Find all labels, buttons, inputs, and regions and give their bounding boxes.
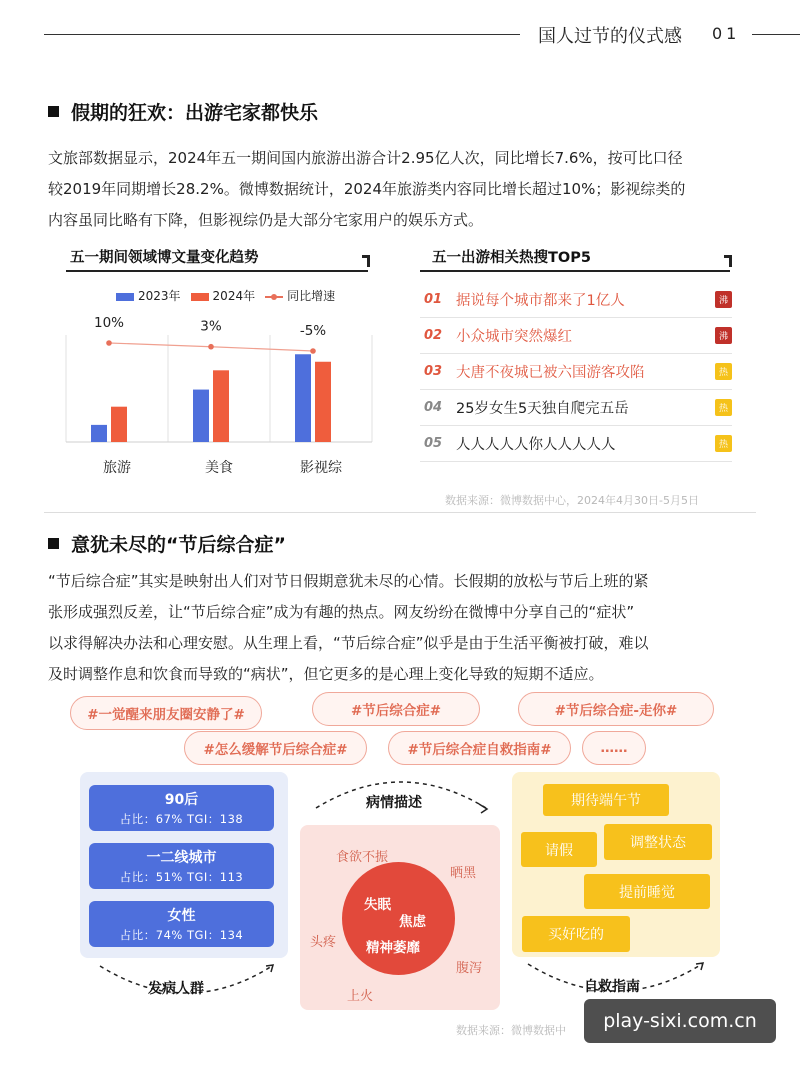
paragraph-line: 以求得解决办法和心理安慰。从生理上看，“节后综合症”似乎是由于生活平衡被打破，难以 xyxy=(48,634,649,652)
guide-item: 调整状态 xyxy=(604,824,712,860)
bar-2024 xyxy=(315,362,331,442)
chart-legend xyxy=(116,287,335,304)
section-1-paragraph xyxy=(48,143,758,236)
guide-item: 提前睡觉 xyxy=(584,874,710,909)
group-card xyxy=(89,901,274,947)
data-source-2: 数据来源：微博数据中 xyxy=(456,1024,566,1037)
group-card-detail: 占比：67% TGI：138 xyxy=(119,812,244,826)
hot-title-underline xyxy=(420,270,730,272)
bar-2023 xyxy=(193,390,209,442)
chart-title: 五一期间领域博文量变化趋势 xyxy=(70,250,259,266)
hot-search-item[interactable] xyxy=(420,282,732,318)
header-rule-left xyxy=(44,34,520,35)
hot-search-item[interactable] xyxy=(420,390,732,426)
group-card xyxy=(89,843,274,889)
hot-badge-icon: 热 xyxy=(715,363,732,380)
x-tick-label: 旅游 xyxy=(103,460,131,476)
page-header-title: 国人过节的仪式感 xyxy=(538,26,682,47)
x-tick-label: 影视综 xyxy=(300,460,342,476)
growth-point xyxy=(106,340,112,346)
square-bullet-icon xyxy=(48,106,59,117)
hot-rank: 05 xyxy=(424,436,443,451)
core-symptom: 焦虑 xyxy=(399,914,426,930)
bar-2024 xyxy=(111,407,127,442)
hot-search-item[interactable] xyxy=(420,318,732,354)
bar-2024 xyxy=(213,370,229,442)
hashtag-pill[interactable]: #节后综合症自救指南# xyxy=(388,731,571,765)
growth-data-label: 10% xyxy=(93,315,125,331)
hot-rank: 01 xyxy=(424,292,443,307)
hashtag-pill[interactable]: #一觉醒来朋友圈安静了# xyxy=(70,696,262,730)
section-2-title xyxy=(48,530,286,557)
growth-point xyxy=(208,344,214,350)
hot-rank: 03 xyxy=(424,364,443,379)
hot-text: 据说每个城市都来了1亿人 xyxy=(456,293,625,309)
section-2-paragraph xyxy=(48,566,758,690)
growth-data-label: 3% xyxy=(200,318,222,335)
growth-data-label: -5% xyxy=(299,323,327,339)
symptom-word: 食欲不振 xyxy=(336,850,389,865)
x-tick-label: 美食 xyxy=(205,460,233,476)
hot-text: 大唐不夜城已被六国游客攻陷 xyxy=(456,365,645,381)
symptom-word: 晒黑 xyxy=(450,866,477,881)
guide-item: 买好吃的 xyxy=(522,916,630,952)
symptoms-label: 病情描述 xyxy=(366,795,422,811)
guide-item: 期待端午节 xyxy=(543,784,669,816)
hot-rank: 02 xyxy=(424,328,443,343)
legend-item-growth: 同比增速 xyxy=(265,287,335,304)
hot-badge-icon: 沸 xyxy=(715,291,732,308)
paragraph-line: 文旅部数据显示，2024年五一期间国内旅游出游合计2.95亿人次，同比增长7.6%，按可比口径 xyxy=(48,149,683,167)
hashtag-pill[interactable]: #节后综合症# xyxy=(312,692,480,726)
group-card-detail: 占比：51% TGI：113 xyxy=(119,870,244,884)
section-2-title-text: 意犹未尽的“节后综合症” xyxy=(71,534,286,556)
group-card-title: 90后 xyxy=(164,792,199,808)
groups-label: 发病人群 xyxy=(148,981,204,997)
bar-2023 xyxy=(295,354,311,442)
symptom-word: 头疼 xyxy=(310,935,337,950)
guide-item: 请假 xyxy=(521,832,597,867)
chart-title-underline xyxy=(66,270,368,272)
page-number: 01 xyxy=(712,24,741,43)
hot-text: 小众城市突然爆红 xyxy=(456,329,572,345)
hot-badge-icon: 热 xyxy=(715,435,732,452)
paragraph-line: 内容虽同比略有下降，但影视综仍是大部分宅家用户的娱乐方式。 xyxy=(48,211,484,229)
guide-label: 自救指南 xyxy=(584,979,640,995)
group-card-title: 女性 xyxy=(167,908,196,924)
hot-search-title: 五一出游相关热搜TOP5 xyxy=(432,250,591,266)
hot-search-item[interactable] xyxy=(420,354,732,390)
bar-2023 xyxy=(91,425,107,442)
hashtag-pill[interactable]: #怎么缓解节后综合症# xyxy=(184,731,367,765)
hashtag-pill[interactable]: #节后综合症-走你# xyxy=(518,692,714,726)
section-1-title-text: 假期的狂欢：出游宅家都快乐 xyxy=(71,102,319,124)
hot-badge-icon: 热 xyxy=(715,399,732,416)
paragraph-line: “节后综合症”其实是映射出人们对节日假期意犹未尽的心情。长假期的放松与节后上班的紧 xyxy=(48,572,649,590)
group-card-detail: 占比：74% TGI：134 xyxy=(119,928,244,942)
hot-text: 人人人人人你人人人人人 xyxy=(456,437,616,453)
growth-point xyxy=(310,348,316,354)
legend-item-2024: 2024年 xyxy=(191,287,256,304)
square-bullet-icon xyxy=(48,538,59,549)
core-symptom: 失眠 xyxy=(364,897,391,913)
hashtag-pill-more[interactable]: …… xyxy=(582,731,646,765)
corner-mark-icon xyxy=(724,255,732,267)
hot-badge-icon: 沸 xyxy=(715,327,732,344)
hot-search-item[interactable] xyxy=(420,426,732,462)
watermark: play-sixi.com.cn xyxy=(584,999,776,1043)
group-card xyxy=(89,785,274,831)
core-symptom: 精神萎靡 xyxy=(366,940,420,956)
corner-mark-icon xyxy=(362,255,370,267)
symptom-word: 腹泻 xyxy=(456,961,483,976)
hot-text: 25岁女生5天独自爬完五岳 xyxy=(456,401,629,417)
paragraph-line: 张形成强烈反差，让“节后综合症”成为有趣的热点。网友纷纷在微博中分享自己的“症状” xyxy=(48,603,635,621)
bar-chart xyxy=(60,305,380,485)
section-1-title xyxy=(48,98,318,125)
legend-item-2023: 2023年 xyxy=(116,287,181,304)
symptom-word: 上火 xyxy=(347,989,374,1004)
header-rule-right xyxy=(752,34,800,35)
paragraph-line: 及时调整作息和饮食而导致的“病状”，但它更多的是心理上变化导致的短期不适应。 xyxy=(48,665,604,683)
section-divider xyxy=(44,512,756,513)
paragraph-line: 较2019年同期增长28.2%。微博数据统计，2024年旅游类内容同比增长超过10%；影视综类的 xyxy=(48,180,686,198)
group-card-title: 一二线城市 xyxy=(146,850,217,866)
hot-rank: 04 xyxy=(424,400,443,415)
data-source: 数据来源：微博数据中心，2024年4月30日-5月5日 xyxy=(445,494,699,507)
